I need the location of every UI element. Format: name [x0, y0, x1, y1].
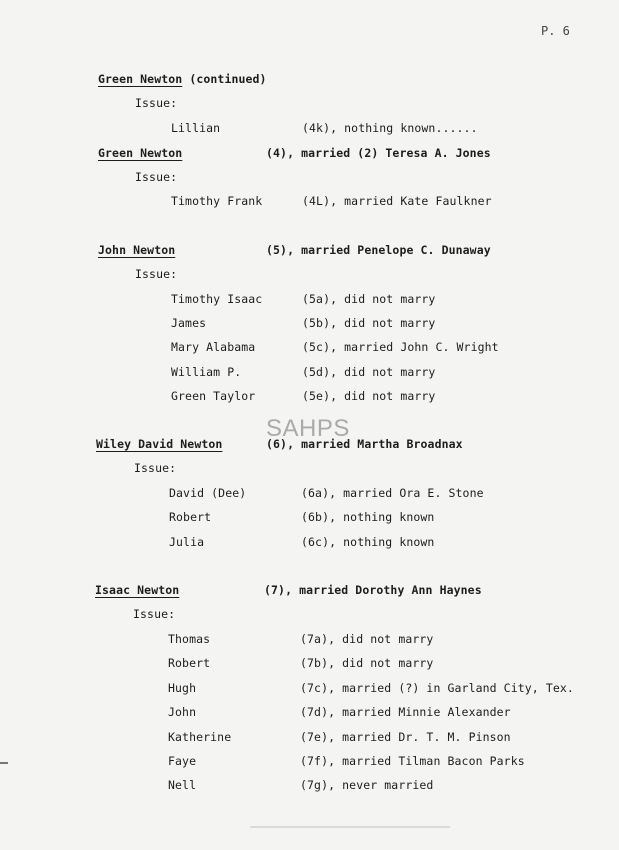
child-name: Timothy Frank [171, 194, 263, 208]
child-note: (5c), married John C. Wright [302, 340, 499, 354]
child-name: Thomas [168, 632, 211, 646]
child-name: James [171, 316, 207, 330]
person-name: Green Newton [98, 72, 183, 86]
child-name: Robert [169, 510, 212, 524]
child-note: (7a), did not marry [300, 632, 434, 646]
person-name: Wiley David Newton [96, 437, 223, 451]
child-note: (7c), married (?) in Garland City, Tex. [300, 681, 574, 695]
child-name: Faye [168, 754, 197, 768]
child-note: (4k), nothing known...... [302, 121, 478, 135]
marriage-detail: (4), married (2) Teresa A. Jones [266, 146, 491, 160]
child-note: (5a), did not marry [302, 292, 436, 306]
scan-edge-mark [0, 762, 8, 764]
page-number: P. 6 [541, 24, 570, 38]
child-name: Julia [169, 535, 205, 549]
child-name: Mary Alabama [171, 340, 256, 354]
person-name: John Newton [98, 243, 176, 257]
child-name: Timothy Isaac [171, 292, 263, 306]
heading-suffix: (continued) [182, 72, 267, 86]
child-note: (7b), did not marry [300, 656, 434, 670]
child-name: Hugh [168, 681, 197, 695]
child-name: Lillian [171, 121, 221, 135]
child-note: (6b), nothing known [301, 510, 435, 524]
watermark-text: SAHPS [266, 415, 350, 442]
child-name: Robert [168, 656, 211, 670]
marriage-detail: (7), married Dorothy Ann Haynes [264, 583, 482, 597]
issue-label: Issue: [135, 170, 178, 184]
child-note: (5d), did not marry [302, 365, 436, 379]
person-name: Green Newton [98, 146, 183, 160]
child-name: David (Dee) [169, 486, 247, 500]
child-name: William P. [171, 365, 242, 379]
child-note: (5b), did not marry [302, 316, 436, 330]
issue-label: Issue: [134, 461, 177, 475]
child-name: Green Taylor [171, 389, 256, 403]
marriage-detail: (5), married Penelope C. Dunaway [266, 243, 491, 257]
child-note: (7d), married Minnie Alexander [300, 705, 511, 719]
section-heading [98, 72, 267, 86]
child-name: Katherine [168, 730, 232, 744]
child-note: (7f), married Tilman Bacon Parks [300, 754, 525, 768]
child-note: (6a), married Ora E. Stone [301, 486, 484, 500]
child-name: Nell [168, 778, 197, 792]
child-note: (5e), did not marry [302, 389, 436, 403]
issue-label: Issue: [135, 96, 178, 110]
marriage-detail: (6), married Martha Broadnax [266, 437, 463, 451]
child-note: (6c), nothing known [301, 535, 435, 549]
child-note: (7g), never married [300, 778, 434, 792]
child-name: John [168, 705, 197, 719]
person-name: Isaac Newton [95, 583, 180, 597]
child-note: (7e), married Dr. T. M. Pinson [300, 730, 511, 744]
issue-label: Issue: [133, 607, 176, 621]
child-note: (4L), married Kate Faulkner [302, 194, 492, 208]
issue-label: Issue: [135, 267, 178, 281]
scan-artifact [250, 826, 450, 828]
